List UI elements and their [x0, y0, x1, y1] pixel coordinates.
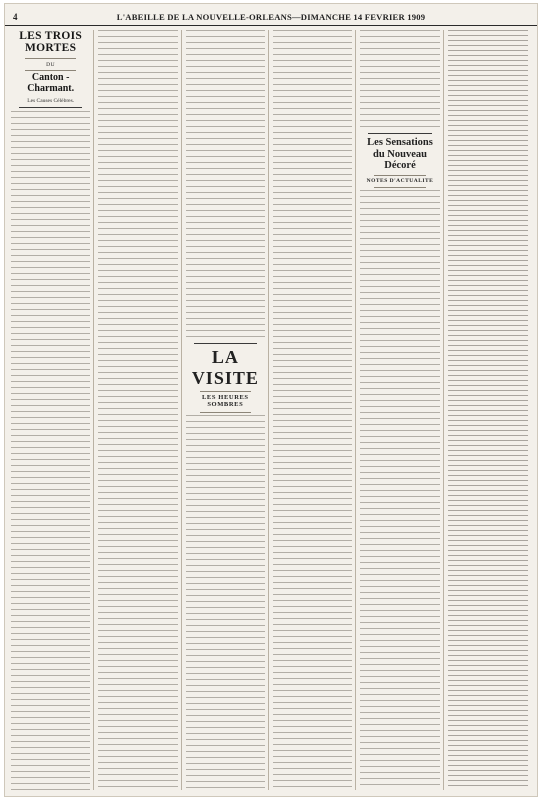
headline-sensations-nouveau-decore: Les Sensations du Nouveau Décoré: [367, 137, 433, 172]
column-5: [360, 30, 443, 790]
text-lines: [98, 30, 177, 790]
divider: [374, 175, 425, 176]
article-body-text: [98, 30, 177, 790]
article-body-text: [273, 30, 352, 790]
page-number: 4: [13, 12, 18, 22]
newspaper-title: L'ABEILLE DE LA NOUVELLE-ORLEANS—DIMANCHE 14 FEVRIER 1909: [116, 12, 426, 22]
headline-du: DU: [46, 62, 56, 69]
article-columns: [11, 30, 531, 790]
article-body-text: [360, 30, 439, 130]
column-4: [273, 30, 356, 790]
column-3: [186, 30, 269, 790]
article-body-text: [360, 190, 439, 790]
column-1: [11, 30, 94, 790]
article-body-text: [186, 30, 265, 340]
newspaper-page: [4, 3, 538, 797]
text-lines: [273, 30, 352, 790]
text-lines: [11, 111, 90, 790]
text-lines: [186, 30, 265, 340]
divider: [374, 187, 425, 188]
masthead: [5, 4, 537, 26]
article-body-text: [11, 111, 90, 790]
text-lines: [448, 30, 528, 790]
divider: [200, 391, 251, 392]
text-lines: [360, 30, 439, 130]
article-body-text: [448, 30, 528, 790]
divider: [194, 343, 257, 344]
divider: [25, 58, 76, 59]
text-lines: [186, 415, 265, 790]
divider: [200, 412, 251, 413]
headline-canton-charmant: Canton - Charmant.: [27, 72, 75, 94]
divider: [368, 133, 431, 134]
subheadline-heures-sombres: LES HEURES SOMBRES: [202, 394, 249, 408]
text-lines: [360, 190, 439, 790]
headline-trois-mortes: LES TROIS MORTES: [19, 30, 83, 55]
article-body-text: [186, 415, 265, 790]
divider: [25, 70, 76, 71]
article-dek: Les Causes Célèbres.: [27, 98, 75, 105]
column-2: [98, 30, 181, 790]
headline-la-visite: LA VISITE: [191, 347, 259, 388]
divider: [19, 107, 82, 108]
subheadline-notes-actualite: NOTES D'ACTUALITE: [366, 177, 434, 184]
column-6: [448, 30, 531, 790]
